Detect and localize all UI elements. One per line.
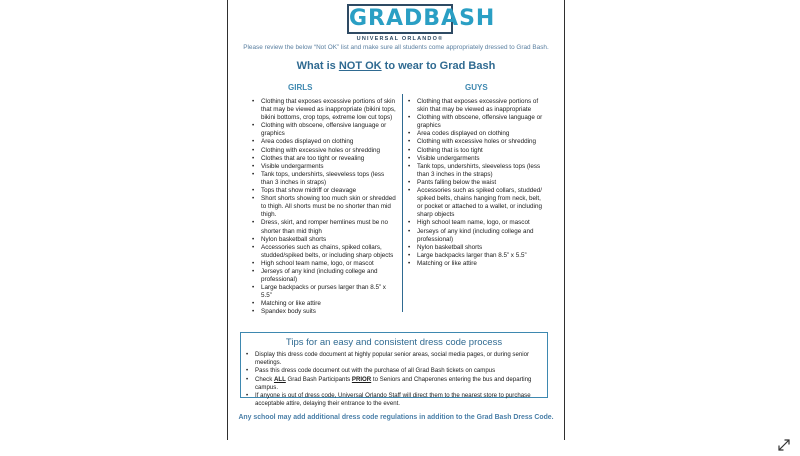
list-item: • Large backpacks or purses larger than 8.5” x 5.5” [252,284,398,300]
list-item: • Tank tops, undershirts, sleeveless tops (less than 3 inches in the straps) [408,163,548,179]
gradbash-logo [347,4,496,42]
list-item: • Nylon basketball shorts [252,236,398,244]
column-divider [402,94,403,312]
footer-note: Any school may add additional dress code regulations in addition to the Grad Bash Dress Code. [238,414,554,421]
tip-text: to Seniors and Chaperones entering the bus and departing campus. [255,375,532,391]
list-item: • Jerseys of any kind (including college and professional) [252,268,398,284]
tip-emphasis-all: ALL [273,375,286,383]
guys-heading: GUYS [465,83,488,92]
tips-box [240,332,548,408]
list-item: • Matching or like attire [408,260,548,268]
list-item: • Short shorts showing too much skin or shredded to thigh. All shorts must be no shorter than mid thigh. [252,195,398,219]
list-item: • Clothing with excessive holes or shredding [252,147,398,155]
list-item: • Jerseys of any kind (including college and professional) [408,228,548,244]
list-item: • Area codes displayed on clothing [252,138,398,146]
list-item: • Tank tops, undershirts, sleeveless tops (less than 3 inches in straps) [252,171,398,187]
tip-text: Grad Bash Participants [285,375,352,383]
page-title [228,60,564,72]
list-item: • Visible undergarments [408,155,548,163]
list-item: • Clothing that exposes excessive portions of skin that may be viewed as inappropriate [408,98,548,114]
viewer-right-border [564,0,565,440]
logo-subtitle: UNIVERSAL ORLANDO® [356,36,444,42]
list-item: • Clothing with obscene, offensive language or graphics [252,122,398,138]
tip-item: • Pass this dress code document out with the purchase of all Grad Bash tickets on campus [246,367,542,375]
title-before: What is [296,60,339,72]
expand-icon[interactable] [778,438,790,450]
list-item: • Matching or like attire [252,300,398,308]
title-emphasis: NOT OK [338,60,382,72]
list-item: • Visible undergarments [252,163,398,171]
tip-text: Check [255,375,274,383]
girls-heading: GIRLS [288,83,313,92]
tip-item: • Display this dress code document at highly popular senior areas, social media pages, or during senior meetings. [246,351,542,367]
list-item: • Nylon basketball shorts [408,244,548,252]
list-item: • Clothing that is too tight [408,147,548,155]
tips-title: Tips for an easy and consistent dress code process [285,337,503,348]
guys-list [408,98,548,268]
tip-emphasis-prior: PRIOR [351,375,372,383]
list-item: • Accessories such as spiked collars, studded/ spiked belts, chains hanging from neck, belt, or pocket or attached to a wallet, or including sharp objects [408,187,548,219]
list-item: • High school team name, logo, or mascot [252,260,398,268]
list-item: • Clothing with excessive holes or shredding [408,138,548,146]
list-item: • Pants falling below the waist [408,179,548,187]
list-item: • Tops that show midriff or cleavage [252,187,398,195]
tips-list [246,351,542,408]
list-item: • Dress, skirt, and romper hemlines must be no shorter than mid thigh [252,219,398,235]
list-item: • Clothes that are too tight or revealing [252,155,398,163]
list-item: • Accessories such as chains, spiked collars, studded/spiked belts, or including sharp objects [252,244,398,260]
girls-list [252,98,398,317]
list-item: • Clothing with obscene, offensive language or graphics [408,114,548,130]
logo-wordmark: GRADBASH [347,4,453,34]
intro-text: Please review the below “Not OK” list and make sure all students come appropriately dressed to Grad Bash. [243,44,549,51]
list-item: • Clothing that exposes excessive portions of skin that may be viewed as inappropriate (bikini tops, bikini bottoms, crop tops, extreme low cut tops) [252,98,398,122]
document-page [228,0,564,450]
list-item: • High school team name, logo, or mascot [408,219,548,227]
list-item: • Area codes displayed on clothing [408,130,548,138]
tip-item [246,376,542,392]
tip-item: • If anyone is out of dress code, Universal Orlando Staff will direct them to the nearest store to purchase acceptable attire, delaying their entrance to the event. [246,392,542,408]
title-after: to wear to Grad Bash [381,60,496,72]
list-item: • Spandex body suits [252,308,398,316]
list-item: • Large backpacks larger than 8.5” x 5.5” [408,252,548,260]
